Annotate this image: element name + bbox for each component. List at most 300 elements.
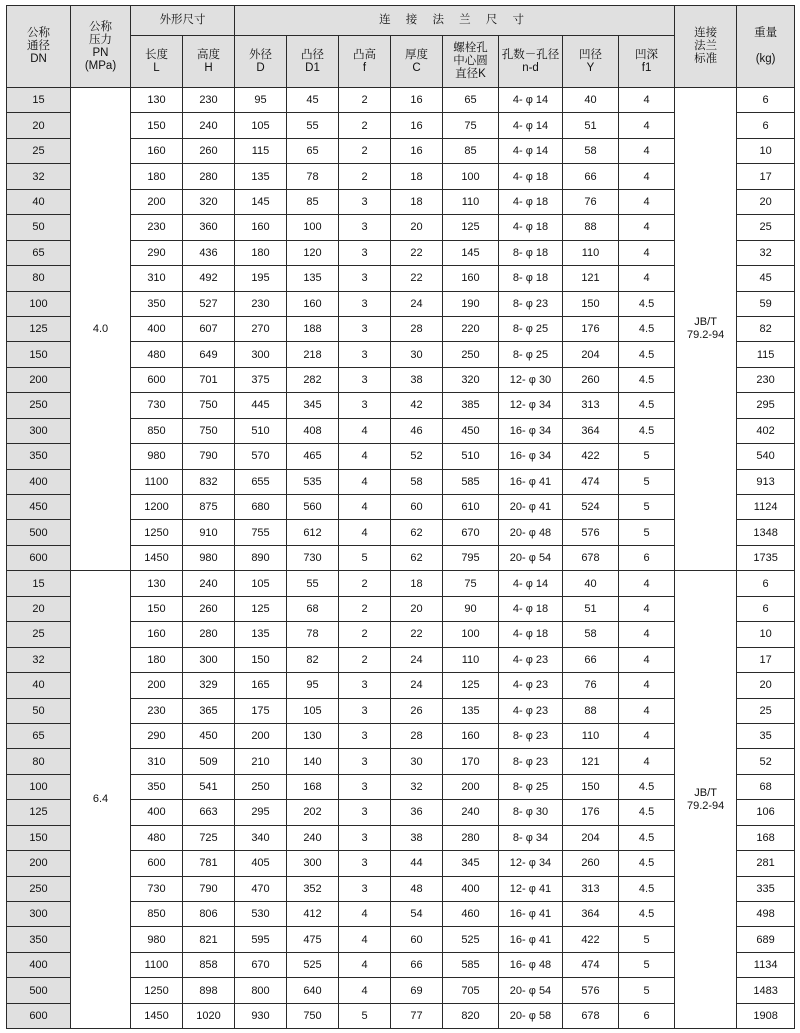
cell-dn: 100 (7, 774, 71, 799)
cell-recess-depth: 4.5 (619, 902, 675, 927)
cell-thickness: 60 (391, 495, 443, 520)
cell-weight: 1124 (737, 495, 795, 520)
cell-raised-face-height: 3 (339, 673, 391, 698)
cell-recess-diameter: 58 (563, 622, 619, 647)
cell-recess-depth: 4.5 (619, 418, 675, 443)
cell-dn: 250 (7, 393, 71, 418)
cell-dn: 80 (7, 749, 71, 774)
cell-length: 1250 (131, 520, 183, 545)
cell-thickness: 62 (391, 545, 443, 570)
cell-bolt-circle: 220 (443, 316, 499, 341)
cell-dn: 65 (7, 723, 71, 748)
cell-hole-count-diameter: 12- φ 34 (499, 851, 563, 876)
cell-hole-count-diameter: 12- φ 34 (499, 393, 563, 418)
cell-thickness: 42 (391, 393, 443, 418)
cell-recess-diameter: 150 (563, 291, 619, 316)
cell-outer-diameter: 105 (235, 113, 287, 138)
cell-dn: 300 (7, 418, 71, 443)
cell-thickness: 24 (391, 673, 443, 698)
cell-outer-diameter: 160 (235, 215, 287, 240)
cell-bolt-circle: 610 (443, 495, 499, 520)
cell-thickness: 44 (391, 851, 443, 876)
cell-dn: 25 (7, 138, 71, 163)
cell-recess-diameter: 88 (563, 215, 619, 240)
cell-outer-diameter: 150 (235, 647, 287, 672)
cell-outer-diameter: 655 (235, 469, 287, 494)
cell-bolt-circle: 125 (443, 673, 499, 698)
cell-dn: 350 (7, 927, 71, 952)
cell-height: 450 (183, 723, 235, 748)
cell-weight: 10 (737, 622, 795, 647)
cell-weight: 1134 (737, 952, 795, 977)
cell-length: 310 (131, 266, 183, 291)
cell-recess-diameter: 121 (563, 266, 619, 291)
cell-bolt-circle: 510 (443, 444, 499, 469)
cell-recess-depth: 5 (619, 495, 675, 520)
cell-weight: 295 (737, 393, 795, 418)
cell-raised-face-diameter: 240 (287, 825, 339, 850)
cell-outer-diameter: 135 (235, 164, 287, 189)
cell-outer-diameter: 180 (235, 240, 287, 265)
cell-recess-depth: 4 (619, 622, 675, 647)
cell-dn: 250 (7, 876, 71, 901)
cell-dn: 500 (7, 520, 71, 545)
cell-bolt-circle: 125 (443, 215, 499, 240)
cell-bolt-circle: 135 (443, 698, 499, 723)
cell-recess-depth: 4 (619, 138, 675, 163)
cell-dn: 125 (7, 316, 71, 341)
cell-height: 280 (183, 164, 235, 189)
cell-dn: 500 (7, 978, 71, 1003)
cell-weight: 115 (737, 342, 795, 367)
flange-standard-label: JB/T 79.2-94 (686, 316, 725, 342)
cell-raised-face-diameter: 100 (287, 215, 339, 240)
cell-pressure: 6.4 (71, 571, 131, 1029)
cell-height: 980 (183, 545, 235, 570)
cell-recess-depth: 4 (619, 673, 675, 698)
cell-dn: 20 (7, 113, 71, 138)
cell-height: 541 (183, 774, 235, 799)
cell-outer-diameter: 230 (235, 291, 287, 316)
cell-raised-face-diameter: 352 (287, 876, 339, 901)
cell-raised-face-diameter: 65 (287, 138, 339, 163)
cell-bolt-circle: 65 (443, 88, 499, 113)
cell-outer-diameter: 125 (235, 596, 287, 621)
cell-hole-count-diameter: 20- φ 48 (499, 520, 563, 545)
cell-length: 1450 (131, 545, 183, 570)
cell-outer-diameter: 195 (235, 266, 287, 291)
cell-hole-count-diameter: 12- φ 30 (499, 367, 563, 392)
cell-raised-face-diameter: 535 (287, 469, 339, 494)
cell-outer-diameter: 95 (235, 88, 287, 113)
table-row (7, 88, 795, 113)
cell-length: 850 (131, 418, 183, 443)
cell-raised-face-diameter: 560 (287, 495, 339, 520)
cell-thickness: 32 (391, 774, 443, 799)
cell-raised-face-diameter: 282 (287, 367, 339, 392)
cell-recess-depth: 4.5 (619, 876, 675, 901)
cell-hole-count-diameter: 20- φ 54 (499, 545, 563, 570)
cell-length: 180 (131, 164, 183, 189)
header-recess-depth: 凹深 f1 (619, 36, 675, 88)
cell-bolt-circle: 670 (443, 520, 499, 545)
cell-recess-diameter: 150 (563, 774, 619, 799)
cell-hole-count-diameter: 8- φ 23 (499, 749, 563, 774)
cell-height: 280 (183, 622, 235, 647)
cell-weight: 6 (737, 571, 795, 596)
cell-outer-diameter: 165 (235, 673, 287, 698)
cell-weight: 1735 (737, 545, 795, 570)
cell-length: 130 (131, 571, 183, 596)
cell-weight: 25 (737, 698, 795, 723)
cell-raised-face-diameter: 55 (287, 571, 339, 596)
cell-raised-face-diameter: 120 (287, 240, 339, 265)
cell-thickness: 60 (391, 927, 443, 952)
cell-recess-depth: 4.5 (619, 800, 675, 825)
cell-length: 1450 (131, 1003, 183, 1028)
cell-raised-face-diameter: 140 (287, 749, 339, 774)
cell-height: 360 (183, 215, 235, 240)
cell-weight: 17 (737, 164, 795, 189)
cell-raised-face-diameter: 475 (287, 927, 339, 952)
cell-raised-face-height: 3 (339, 876, 391, 901)
cell-thickness: 26 (391, 698, 443, 723)
cell-outer-diameter: 175 (235, 698, 287, 723)
cell-raised-face-diameter: 218 (287, 342, 339, 367)
cell-length: 200 (131, 189, 183, 214)
cell-raised-face-height: 3 (339, 316, 391, 341)
cell-thickness: 54 (391, 902, 443, 927)
cell-recess-depth: 4.5 (619, 825, 675, 850)
cell-thickness: 22 (391, 266, 443, 291)
cell-dn: 80 (7, 266, 71, 291)
cell-raised-face-diameter: 188 (287, 316, 339, 341)
cell-thickness: 52 (391, 444, 443, 469)
cell-thickness: 20 (391, 596, 443, 621)
cell-height: 821 (183, 927, 235, 952)
cell-raised-face-height: 3 (339, 774, 391, 799)
cell-raised-face-height: 3 (339, 240, 391, 265)
cell-dn: 400 (7, 952, 71, 977)
cell-recess-diameter: 110 (563, 240, 619, 265)
cell-thickness: 36 (391, 800, 443, 825)
cell-height: 701 (183, 367, 235, 392)
cell-outer-diameter: 470 (235, 876, 287, 901)
cell-height: 832 (183, 469, 235, 494)
cell-height: 320 (183, 189, 235, 214)
cell-raised-face-height: 3 (339, 749, 391, 774)
cell-flange-standard (675, 88, 737, 571)
cell-recess-depth: 4 (619, 266, 675, 291)
cell-raised-face-height: 4 (339, 520, 391, 545)
cell-bolt-circle: 400 (443, 876, 499, 901)
cell-height: 240 (183, 113, 235, 138)
cell-recess-depth: 5 (619, 469, 675, 494)
cell-raised-face-height: 4 (339, 927, 391, 952)
cell-height: 230 (183, 88, 235, 113)
cell-raised-face-diameter: 168 (287, 774, 339, 799)
header-length: 长度 L (131, 36, 183, 88)
cell-hole-count-diameter: 20- φ 41 (499, 495, 563, 520)
cell-raised-face-diameter: 640 (287, 978, 339, 1003)
cell-weight: 35 (737, 723, 795, 748)
cell-thickness: 18 (391, 571, 443, 596)
cell-outer-diameter: 375 (235, 367, 287, 392)
cell-length: 1200 (131, 495, 183, 520)
cell-raised-face-diameter: 78 (287, 622, 339, 647)
cell-thickness: 16 (391, 88, 443, 113)
cell-length: 730 (131, 876, 183, 901)
cell-height: 509 (183, 749, 235, 774)
cell-dn: 450 (7, 495, 71, 520)
cell-thickness: 62 (391, 520, 443, 545)
cell-hole-count-diameter: 4- φ 18 (499, 215, 563, 240)
cell-recess-depth: 4.5 (619, 316, 675, 341)
cell-length: 160 (131, 138, 183, 163)
cell-length: 980 (131, 927, 183, 952)
cell-bolt-circle: 525 (443, 927, 499, 952)
cell-hole-count-diameter: 8- φ 34 (499, 825, 563, 850)
cell-weight: 168 (737, 825, 795, 850)
cell-recess-diameter: 40 (563, 88, 619, 113)
flange-standard-label: JB/T 79.2-94 (686, 786, 725, 812)
cell-hole-count-diameter: 8- φ 18 (499, 266, 563, 291)
cell-hole-count-diameter: 20- φ 54 (499, 978, 563, 1003)
cell-dn: 600 (7, 1003, 71, 1028)
cell-recess-diameter: 110 (563, 723, 619, 748)
cell-length: 310 (131, 749, 183, 774)
cell-recess-diameter: 58 (563, 138, 619, 163)
cell-recess-diameter: 422 (563, 927, 619, 952)
cell-thickness: 66 (391, 952, 443, 977)
cell-bolt-circle: 170 (443, 749, 499, 774)
cell-height: 750 (183, 418, 235, 443)
cell-thickness: 28 (391, 723, 443, 748)
cell-outer-diameter: 445 (235, 393, 287, 418)
cell-raised-face-diameter: 95 (287, 673, 339, 698)
cell-bolt-circle: 320 (443, 367, 499, 392)
cell-thickness: 58 (391, 469, 443, 494)
cell-bolt-circle: 585 (443, 469, 499, 494)
cell-length: 230 (131, 215, 183, 240)
cell-recess-depth: 5 (619, 978, 675, 1003)
cell-length: 1100 (131, 952, 183, 977)
cell-outer-diameter: 530 (235, 902, 287, 927)
cell-thickness: 28 (391, 316, 443, 341)
cell-dn: 32 (7, 647, 71, 672)
cell-recess-depth: 4 (619, 88, 675, 113)
cell-length: 980 (131, 444, 183, 469)
cell-raised-face-diameter: 612 (287, 520, 339, 545)
cell-height: 329 (183, 673, 235, 698)
cell-raised-face-diameter: 750 (287, 1003, 339, 1028)
cell-recess-diameter: 66 (563, 164, 619, 189)
cell-thickness: 24 (391, 647, 443, 672)
cell-dn: 50 (7, 698, 71, 723)
cell-hole-count-diameter: 4- φ 18 (499, 622, 563, 647)
cell-recess-depth: 5 (619, 520, 675, 545)
cell-recess-depth: 4 (619, 596, 675, 621)
cell-raised-face-height: 4 (339, 418, 391, 443)
cell-raised-face-height: 2 (339, 113, 391, 138)
cell-height: 663 (183, 800, 235, 825)
cell-bolt-circle: 90 (443, 596, 499, 621)
cell-hole-count-diameter: 4- φ 18 (499, 189, 563, 214)
cell-length: 600 (131, 367, 183, 392)
cell-dn: 20 (7, 596, 71, 621)
table-body (7, 88, 795, 1029)
cell-hole-count-diameter: 8- φ 30 (499, 800, 563, 825)
cell-raised-face-height: 2 (339, 596, 391, 621)
cell-bolt-circle: 160 (443, 266, 499, 291)
cell-recess-diameter: 576 (563, 978, 619, 1003)
cell-length: 600 (131, 851, 183, 876)
cell-height: 1020 (183, 1003, 235, 1028)
cell-raised-face-diameter: 202 (287, 800, 339, 825)
cell-thickness: 38 (391, 825, 443, 850)
cell-height: 300 (183, 647, 235, 672)
cell-weight: 45 (737, 266, 795, 291)
cell-thickness: 38 (391, 367, 443, 392)
cell-raised-face-height: 3 (339, 825, 391, 850)
cell-hole-count-diameter: 16- φ 41 (499, 902, 563, 927)
cell-raised-face-diameter: 45 (287, 88, 339, 113)
cell-thickness: 30 (391, 342, 443, 367)
cell-hole-count-diameter: 8- φ 18 (499, 240, 563, 265)
cell-length: 350 (131, 291, 183, 316)
cell-outer-diameter: 210 (235, 749, 287, 774)
cell-length: 150 (131, 596, 183, 621)
cell-raised-face-height: 4 (339, 495, 391, 520)
cell-weight: 540 (737, 444, 795, 469)
cell-raised-face-height: 4 (339, 952, 391, 977)
cell-height: 607 (183, 316, 235, 341)
table-row (7, 571, 795, 596)
cell-hole-count-diameter: 4- φ 14 (499, 571, 563, 596)
cell-bolt-circle: 450 (443, 418, 499, 443)
cell-length: 290 (131, 723, 183, 748)
cell-outer-diameter: 890 (235, 545, 287, 570)
header-recess-diameter: 凹径 Y (563, 36, 619, 88)
cell-outer-diameter: 295 (235, 800, 287, 825)
cell-height: 649 (183, 342, 235, 367)
cell-length: 230 (131, 698, 183, 723)
cell-dn: 15 (7, 571, 71, 596)
cell-bolt-circle: 110 (443, 189, 499, 214)
cell-recess-depth: 6 (619, 545, 675, 570)
cell-weight: 32 (737, 240, 795, 265)
cell-length: 180 (131, 647, 183, 672)
cell-recess-diameter: 313 (563, 876, 619, 901)
header-outer-diameter: 外径 D (235, 36, 287, 88)
cell-raised-face-height: 4 (339, 444, 391, 469)
cell-bolt-circle: 585 (443, 952, 499, 977)
cell-thickness: 77 (391, 1003, 443, 1028)
cell-height: 725 (183, 825, 235, 850)
cell-height: 436 (183, 240, 235, 265)
cell-bolt-circle: 820 (443, 1003, 499, 1028)
cell-thickness: 16 (391, 138, 443, 163)
cell-weight: 20 (737, 189, 795, 214)
cell-thickness: 22 (391, 240, 443, 265)
cell-weight: 106 (737, 800, 795, 825)
cell-recess-diameter: 364 (563, 902, 619, 927)
cell-raised-face-height: 2 (339, 164, 391, 189)
cell-outer-diameter: 510 (235, 418, 287, 443)
cell-raised-face-height: 2 (339, 647, 391, 672)
cell-hole-count-diameter: 20- φ 58 (499, 1003, 563, 1028)
cell-outer-diameter: 105 (235, 571, 287, 596)
cell-outer-diameter: 570 (235, 444, 287, 469)
cell-hole-count-diameter: 4- φ 14 (499, 88, 563, 113)
cell-length: 160 (131, 622, 183, 647)
cell-hole-count-diameter: 12- φ 41 (499, 876, 563, 901)
cell-height: 875 (183, 495, 235, 520)
cell-height: 365 (183, 698, 235, 723)
cell-height: 898 (183, 978, 235, 1003)
cell-weight: 6 (737, 88, 795, 113)
cell-weight: 689 (737, 927, 795, 952)
cell-outer-diameter: 680 (235, 495, 287, 520)
cell-recess-depth: 4.5 (619, 367, 675, 392)
cell-raised-face-diameter: 345 (287, 393, 339, 418)
cell-hole-count-diameter: 16- φ 48 (499, 952, 563, 977)
cell-recess-diameter: 76 (563, 189, 619, 214)
cell-recess-diameter: 76 (563, 673, 619, 698)
cell-outer-diameter: 145 (235, 189, 287, 214)
cell-dn: 350 (7, 444, 71, 469)
cell-outer-diameter: 200 (235, 723, 287, 748)
cell-height: 260 (183, 596, 235, 621)
cell-recess-depth: 4.5 (619, 774, 675, 799)
cell-recess-depth: 4 (619, 647, 675, 672)
spec-table-container (6, 5, 794, 1029)
cell-length: 290 (131, 240, 183, 265)
cell-raised-face-height: 3 (339, 189, 391, 214)
cell-length: 730 (131, 393, 183, 418)
cell-bolt-circle: 345 (443, 851, 499, 876)
cell-dn: 65 (7, 240, 71, 265)
cell-hole-count-diameter: 4- φ 18 (499, 164, 563, 189)
cell-outer-diameter: 595 (235, 927, 287, 952)
cell-recess-diameter: 576 (563, 520, 619, 545)
cell-height: 527 (183, 291, 235, 316)
cell-length: 200 (131, 673, 183, 698)
cell-bolt-circle: 145 (443, 240, 499, 265)
cell-length: 850 (131, 902, 183, 927)
cell-height: 910 (183, 520, 235, 545)
cell-length: 480 (131, 825, 183, 850)
cell-bolt-circle: 705 (443, 978, 499, 1003)
cell-outer-diameter: 670 (235, 952, 287, 977)
cell-recess-diameter: 40 (563, 571, 619, 596)
cell-length: 1100 (131, 469, 183, 494)
cell-recess-diameter: 176 (563, 316, 619, 341)
cell-outer-diameter: 930 (235, 1003, 287, 1028)
cell-height: 806 (183, 902, 235, 927)
cell-bolt-circle: 240 (443, 800, 499, 825)
cell-height: 260 (183, 138, 235, 163)
cell-recess-depth: 4.5 (619, 342, 675, 367)
cell-recess-diameter: 176 (563, 800, 619, 825)
cell-recess-depth: 6 (619, 1003, 675, 1028)
cell-weight: 52 (737, 749, 795, 774)
cell-raised-face-height: 3 (339, 215, 391, 240)
cell-hole-count-diameter: 8- φ 25 (499, 316, 563, 341)
cell-hole-count-diameter: 8- φ 25 (499, 342, 563, 367)
cell-bolt-circle: 100 (443, 164, 499, 189)
cell-length: 350 (131, 774, 183, 799)
